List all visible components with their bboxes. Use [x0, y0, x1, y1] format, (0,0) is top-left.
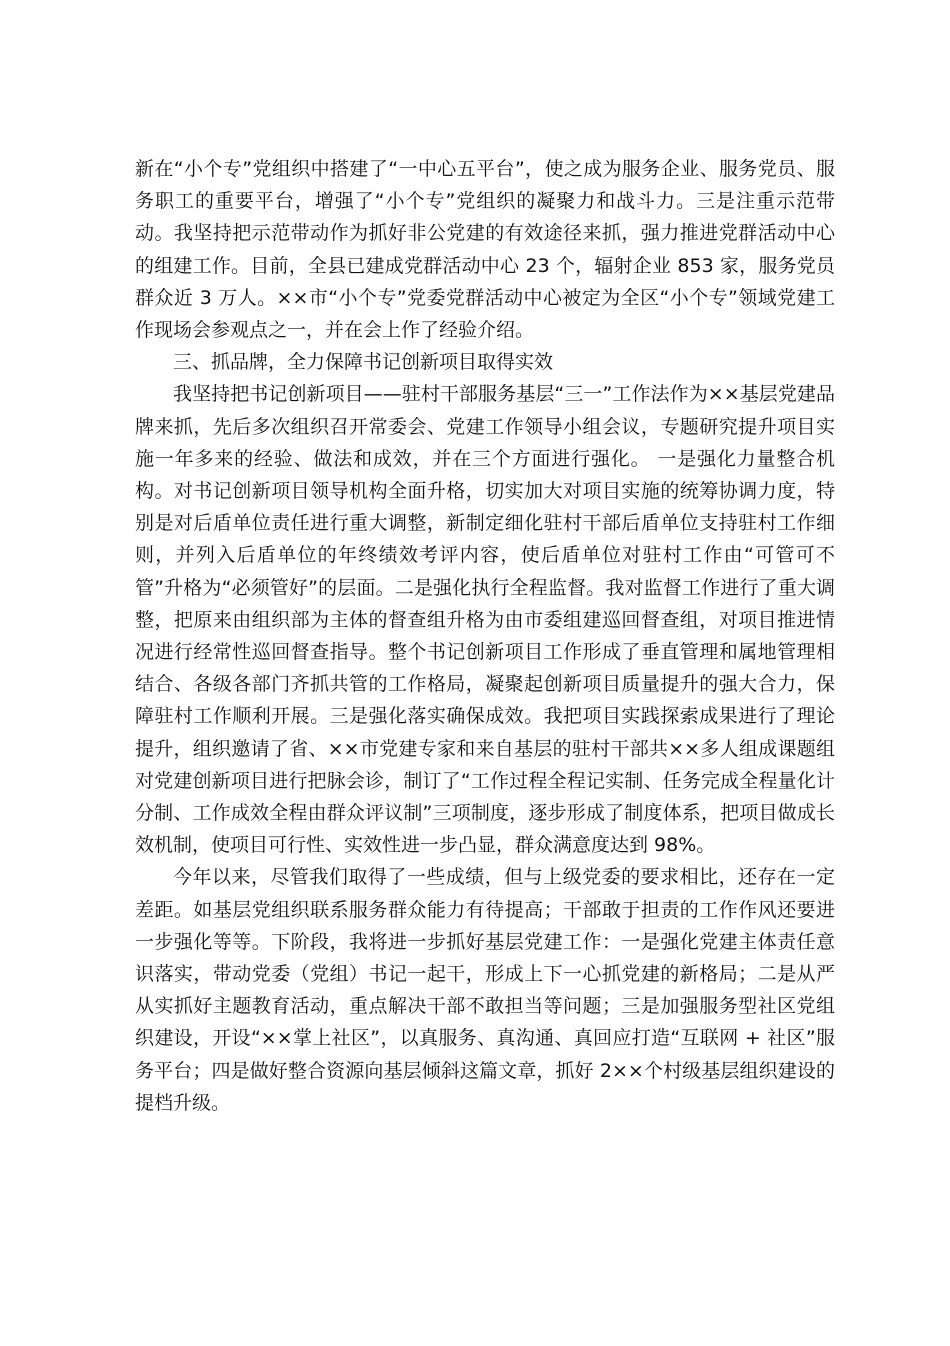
paragraph-summary: 今年以来，尽管我们取得了一些成绩，但与上级党委的要求相比，还存在一定差距。如基层党组织联系服务群众能力有待提高；干部敢于担责的工作作风还要进一步强化等等。下阶段，我将进一步抓好基层党建工作：一是强化党建主体责任意识落实，带动党委（党组）书记一起干，形成上下一心抓党建的新格局；二是从严从实抓好主题教育活动，重点解决干部不敢担当等问题；三是加强服务型社区党组织建设，开设“××掌上社区”，以真服务、真沟通、真回应打造“互联网 + 社区”服务平台；四是做好整合资源向基层倾斜这篇文章，抓好 2××个村级基层组织建设的提档升级。	[135, 866, 835, 1114]
section-heading-3: 三、抓品牌，全力保障书记创新项目取得实效	[173, 351, 554, 374]
paragraph-brand-project: 我坚持把书记创新项目——驻村干部服务基层“三一”工作法作为××基层党建品牌来抓，先后多次组织召开常委会、党建工作领导小组会议，专题研究提升项目实施一年多来的经验、做法和成效，并在三个方面进行强化。 一是强化力量整合机构。对书记创新项目领导机构全面升格，切实加大对项目实施的统筹协调力度，特别是对后盾单位责任进行重大调整，新制定细化驻村干部后盾单位支持驻村工作细则，并列入后盾单位的年终绩效考评内容，使后盾单位对驻村工作由“可管可不管”升格为“必须管好”的层面。二是强化执行全程监督。我对监督工作进行了重大调整，把原来由组织部为主体的督查组升格为由市委组建巡回督查组，对项目推进情况进行经常性巡回督查指导。整个书记创新项目工作形成了垂直管理和属地管理相结合、各级各部门齐抓共管的工作格局，凝聚起创新项目质量提升的强大合力，保障驻村工作顺利开展。三是强化落实确保成效。我把项目实践探索成果进行了理论提升，组织邀请了省、××市党建专家和来自基层的驻村干部共××多人组成课题组对党建创新项目进行把脉会诊，制订了“工作过程全程记实制、任务完成全程量化计分制、工作成效全程由群众评议制”三项制度，逐步形成了制度体系，把项目做成长效机制，使项目可行性、实效性进一步凸显，群众满意度达到 98%。	[135, 383, 835, 857]
paragraph-continuation: 新在“小个专”党组织中搭建了“一中心五平台”，使之成为服务企业、服务党员、服务职工的重要平台，增强了“小个专”党组织的凝聚力和战斗力。三是注重示范带动。我坚持把示范带动作为抓好非公党建的有效途径来抓，强力推进党群活动中心的组建工作。目前，全县已建成党群活动中心 23 个，辐射企业 853 家，服务党员群众近 3 万人。××市“小个专”党委党群活动中心被定为全区“小个专”领域党建工作现场会参观点之一，并在会上作了经验介绍。	[135, 158, 835, 342]
document-body	[135, 153, 835, 1119]
